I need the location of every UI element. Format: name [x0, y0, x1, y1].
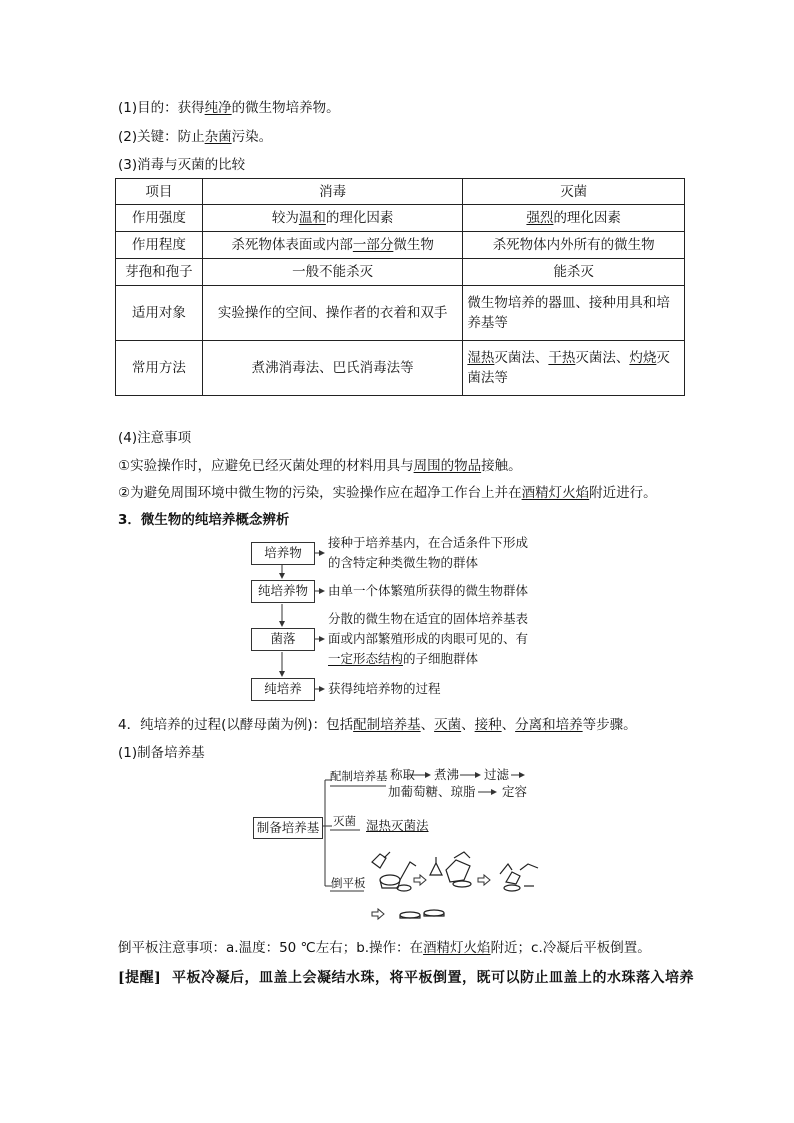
- table-cell: 较为温和的理化因素: [202, 205, 463, 232]
- row-label: 芽孢和孢子: [116, 259, 203, 286]
- branch-prepare-medium: 配制培养基: [330, 769, 388, 783]
- row-label: 适用对象: [116, 286, 203, 341]
- concept-box-culture: 培养物: [251, 542, 315, 565]
- note-1: ①实验操作时，应避免已经灭菌处理的材料用具与周围的物品接触。: [118, 458, 522, 474]
- table-cell: 强烈的理化因素: [463, 205, 685, 232]
- table-cell: 湿热灭菌法、干热灭菌法、灼烧灭菌法等: [463, 341, 685, 396]
- row-label: 作用强度: [116, 205, 203, 232]
- moist-heat-method: 湿热灭菌法: [366, 818, 429, 833]
- step-weigh: 称取: [390, 767, 416, 782]
- concept-box-pure-culture: 纯培养物: [251, 580, 315, 603]
- table-cell: 杀死物体内外所有的微生物: [463, 232, 685, 259]
- pouring-illustration: [372, 852, 538, 918]
- tip-paragraph: [提醒] 平板冷凝后，皿盖上会凝结水珠，将平板倒置，既可以防止皿盖上的水珠落入培养: [118, 970, 694, 986]
- concept-box-colony: 菌落: [251, 628, 315, 651]
- table-header: 项目: [116, 179, 203, 205]
- concept-desc-culture: 接种于培养基内，在合适条件下形成 的含特定种类微生物的群体: [328, 535, 529, 570]
- pour-plate-notes: 倒平板注意事项：a.温度：50 ℃左右；b.操作：在酒精灯火焰附近；c.冷凝后平板倒置。: [118, 940, 651, 956]
- section3-title: 3．微生物的纯培养概念辨析: [118, 512, 290, 528]
- tip-label: [提醒]: [118, 970, 162, 986]
- key-line: (2)关键：防止杂菌污染。: [118, 129, 273, 145]
- branch-sterilize: 灭菌: [333, 814, 356, 828]
- concept-desc-pure-cultivation: 获得纯培养物的过程: [328, 681, 441, 696]
- concept-desc-pure-culture: 由单一个体繁殖所获得的微生物群体: [328, 583, 529, 598]
- step-volume: 定容: [502, 784, 528, 799]
- diagram-root-box: 制备培养基: [253, 817, 323, 839]
- table-cell: 微生物培养的器皿、接种用具和培养基等: [463, 286, 685, 341]
- row-label: 作用程度: [116, 232, 203, 259]
- step-filter: 过滤: [484, 767, 510, 782]
- step-add-glucose-agar: 加葡萄糖、琼脂: [388, 784, 476, 799]
- table-header: 灭菌: [463, 179, 685, 205]
- branch-pour-plate: 倒平板: [331, 876, 366, 890]
- step-boil: 煮沸: [434, 767, 460, 782]
- row-label: 常用方法: [116, 341, 203, 396]
- prepare-medium-heading: (1)制备培养基: [118, 745, 205, 761]
- table-cell: 实验操作的空间、操作者的衣着和双手: [202, 286, 463, 341]
- purpose-line: (1)目的：获得纯净的微生物培养物。: [118, 100, 340, 116]
- section4-title: 4．纯培养的过程(以酵母菌为例)：包括配制培养基、灭菌、接种、分离和培养等步骤。: [118, 717, 637, 733]
- table-cell: 杀死物体表面或内部一部分微生物: [202, 232, 463, 259]
- table-cell: 一般不能杀灭: [202, 259, 463, 286]
- notes-heading: (4)注意事项: [118, 430, 192, 446]
- table-cell: 煮沸消毒法、巴氏消毒法等: [202, 341, 463, 396]
- table-cell: 能杀灭: [463, 259, 685, 286]
- concept-box-pure-cultivation: 纯培养: [251, 678, 315, 701]
- comparison-heading: (3)消毒与灭菌的比较: [118, 157, 246, 173]
- table-header: 消毒: [202, 179, 463, 205]
- hollow-arrow-icon: [372, 875, 490, 919]
- concept-desc-colony: 分散的微生物在适宜的固体培养基表 面或内部繁殖形成的肉眼可见的、有 一定形态结构的子细胞群体: [328, 611, 529, 666]
- note-2: ②为避免周围环境中微生物的污染，实验操作应在超净工作台上并在酒精灯火焰附近进行。: [118, 485, 657, 501]
